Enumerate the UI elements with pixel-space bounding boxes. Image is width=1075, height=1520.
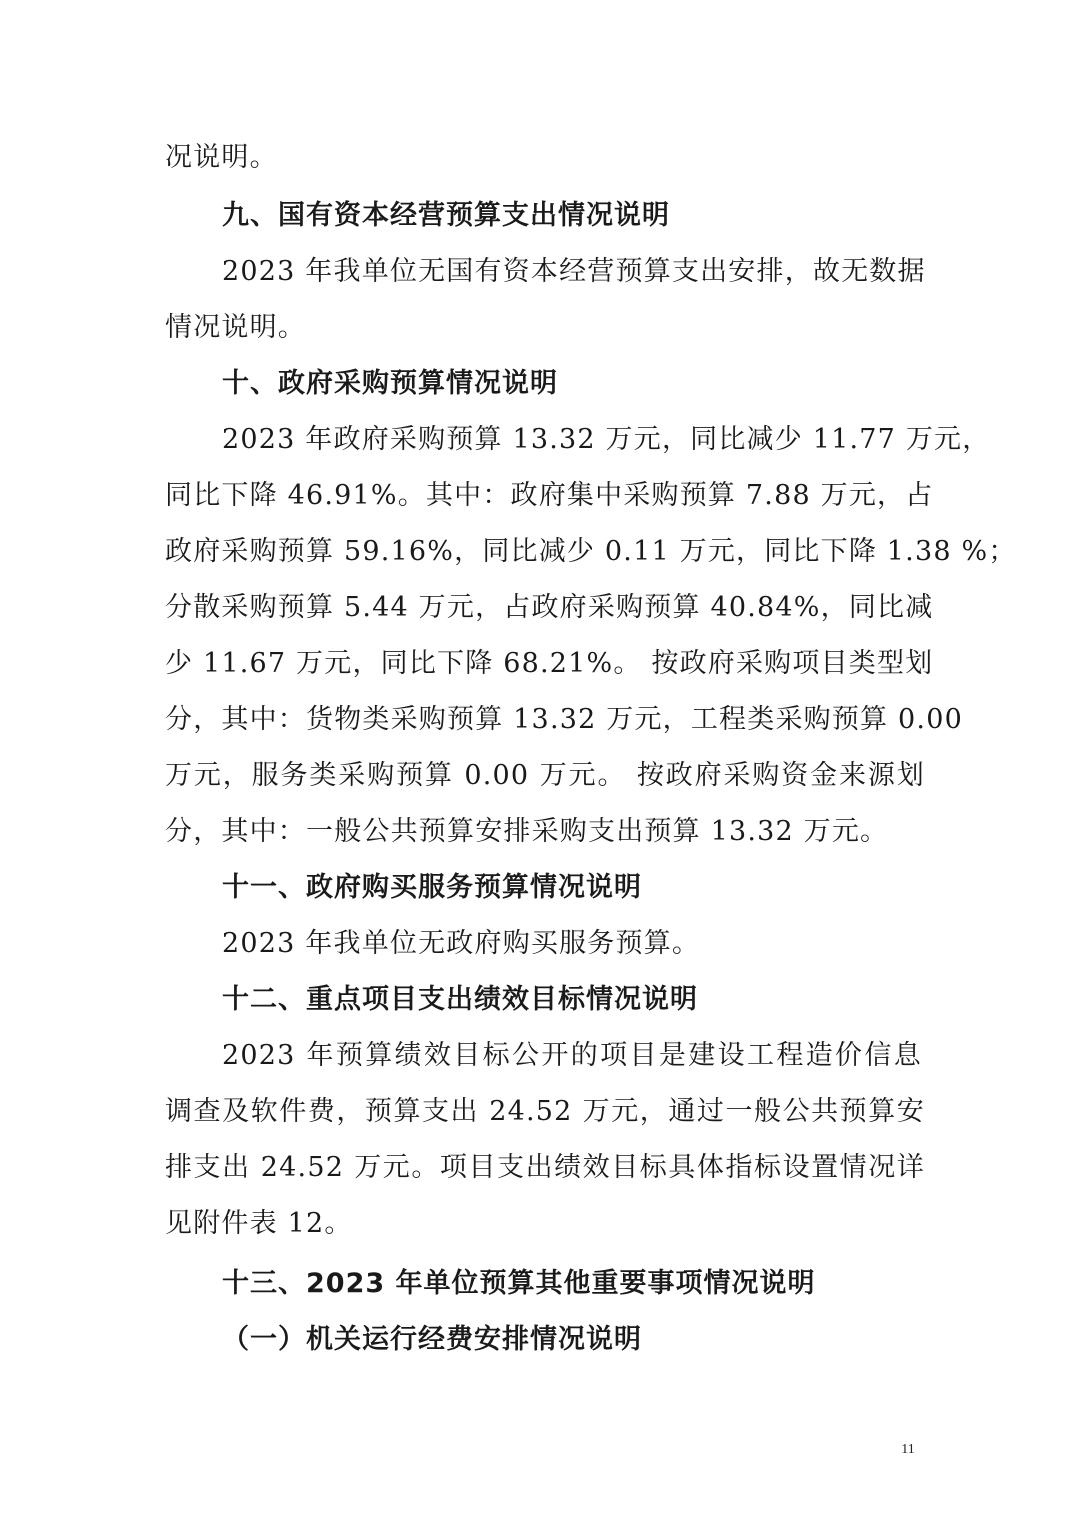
body-line: 2023 年我单位无国有资本经营预算支出安排，故无数据 [222,256,926,287]
section-heading-10: 十、政府采购预算情况说明 [222,368,558,399]
section-heading-9: 九、国有资本经营预算支出情况说明 [222,200,670,231]
body-line: 排支出 24.52 万元。项目支出绩效目标具体指标设置情况详 [165,1152,925,1183]
body-line: 分，其中：货物类采购预算 13.32 万元，工程类采购预算 0.00 [165,704,963,735]
body-line: 分散采购预算 5.44 万元，占政府采购预算 40.84%，同比减 [165,592,934,623]
body-line: 同比下降 46.91%。其中：政府集中采购预算 7.88 万元，占 [165,480,934,511]
section-heading-12: 十二、重点项目支出绩效目标情况说明 [222,984,698,1015]
body-line: 2023 年预算绩效目标公开的项目是建设工程造价信息 [222,1040,922,1071]
body-line: 政府采购预算 59.16%，同比减少 0.11 万元，同比下降 1.38 %； [165,536,1017,567]
body-line: 少 11.67 万元，同比下降 68.21%。 按政府采购项目类型划 [165,648,934,679]
section-heading-11: 十一、政府购买服务预算情况说明 [222,872,642,903]
page-number: 11 [901,1442,915,1457]
body-line: 2023 年政府采购预算 13.32 万元，同比减少 11.77 万元， [222,424,991,455]
body-line: 情况说明。 [165,312,306,343]
body-line: 分，其中：一般公共预算安排采购支出预算 13.32 万元。 [165,816,889,847]
section-heading-13: 十三、2023 年单位预算其他重要事项情况说明 [222,1268,816,1299]
body-line: 调查及软件费，预算支出 24.52 万元，通过一般公共预算安 [165,1096,925,1127]
subsection-heading-1: （一）机关运行经费安排情况说明 [222,1324,642,1355]
body-line: 2023 年我单位无政府购买服务预算。 [222,928,701,959]
body-line: 见附件表 12。 [165,1208,353,1239]
body-line: 况说明。 [165,142,278,173]
body-line: 万元，服务类采购预算 0.00 万元。 按政府采购资金来源划 [165,760,925,791]
